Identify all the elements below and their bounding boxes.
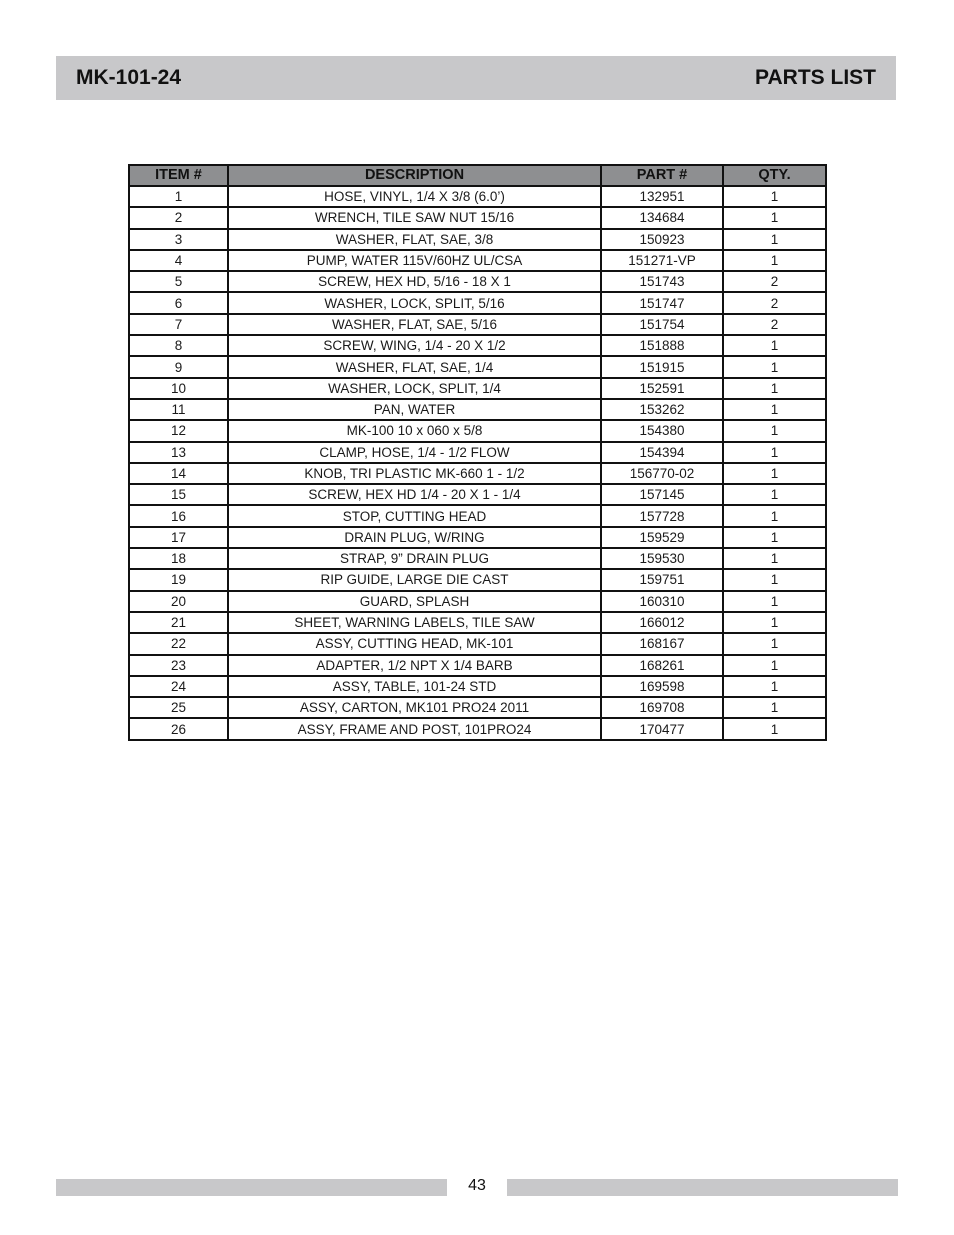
- table-row: [129, 314, 826, 335]
- qty-cell: 1: [723, 335, 826, 356]
- item-number-cell: 13: [129, 442, 228, 463]
- part-number-cell: 150923: [601, 229, 723, 250]
- qty-cell: 1: [723, 442, 826, 463]
- page-number: 43: [468, 1177, 486, 1194]
- qty-cell: 1: [723, 697, 826, 718]
- description-cell: CLAMP, HOSE, 1/4 - 1/2 FLOW: [228, 442, 601, 463]
- item-number-cell: 16: [129, 505, 228, 526]
- part-number-cell: 166012: [601, 612, 723, 633]
- description-cell: STRAP, 9” DRAIN PLUG: [228, 548, 601, 569]
- item-number-cell: 19: [129, 569, 228, 590]
- table-row: [129, 271, 826, 292]
- description-cell: ASSY, CUTTING HEAD, MK-101: [228, 633, 601, 654]
- table-row: [129, 356, 826, 377]
- table-row: [129, 569, 826, 590]
- description-cell: WASHER, FLAT, SAE, 5/16: [228, 314, 601, 335]
- table-row: [129, 676, 826, 697]
- description-cell: WASHER, LOCK, SPLIT, 5/16: [228, 292, 601, 313]
- part-number-cell: 169708: [601, 697, 723, 718]
- item-number-cell: 10: [129, 378, 228, 399]
- item-number-cell: 15: [129, 484, 228, 505]
- qty-cell: 1: [723, 399, 826, 420]
- item-number-cell: 4: [129, 250, 228, 271]
- item-number-cell: 12: [129, 420, 228, 441]
- description-cell: WASHER, FLAT, SAE, 1/4: [228, 356, 601, 377]
- item-number-cell: 9: [129, 356, 228, 377]
- table-row: [129, 527, 826, 548]
- parts-table: [128, 164, 827, 741]
- table-row: [129, 207, 826, 228]
- table-row: [129, 442, 826, 463]
- description-cell: ASSY, TABLE, 101-24 STD: [228, 676, 601, 697]
- qty-cell: 1: [723, 378, 826, 399]
- part-number-cell: 168167: [601, 633, 723, 654]
- description-cell: ASSY, FRAME AND POST, 101PRO24: [228, 718, 601, 739]
- item-number-cell: 3: [129, 229, 228, 250]
- part-number-cell: 170477: [601, 718, 723, 739]
- qty-cell: 1: [723, 229, 826, 250]
- part-number-cell: 151888: [601, 335, 723, 356]
- description-cell: RIP GUIDE, LARGE DIE CAST: [228, 569, 601, 590]
- part-number-cell: 151743: [601, 271, 723, 292]
- part-number-cell: 159529: [601, 527, 723, 548]
- column-header-item: ITEM #: [129, 165, 228, 186]
- qty-cell: 1: [723, 548, 826, 569]
- part-number-cell: 152591: [601, 378, 723, 399]
- item-number-cell: 11: [129, 399, 228, 420]
- part-number-cell: 151747: [601, 292, 723, 313]
- table-row: [129, 378, 826, 399]
- description-cell: PAN, WATER: [228, 399, 601, 420]
- qty-cell: 1: [723, 505, 826, 526]
- item-number-cell: 24: [129, 676, 228, 697]
- part-number-cell: 157145: [601, 484, 723, 505]
- description-cell: MK-100 10 x 060 x 5/8: [228, 420, 601, 441]
- item-number-cell: 18: [129, 548, 228, 569]
- table-row: [129, 292, 826, 313]
- description-cell: GUARD, SPLASH: [228, 591, 601, 612]
- part-number-cell: 154380: [601, 420, 723, 441]
- qty-cell: 1: [723, 484, 826, 505]
- description-cell: WASHER, LOCK, SPLIT, 1/4: [228, 378, 601, 399]
- qty-cell: 2: [723, 292, 826, 313]
- part-number-cell: 169598: [601, 676, 723, 697]
- description-cell: HOSE, VINYL, 1/4 X 3/8 (6.0’): [228, 186, 601, 207]
- part-number-cell: 156770-02: [601, 463, 723, 484]
- footer-bar-left: [56, 1179, 447, 1196]
- table-row: [129, 548, 826, 569]
- qty-cell: 1: [723, 676, 826, 697]
- part-number-cell: 132951: [601, 186, 723, 207]
- column-header-part: PART #: [601, 165, 723, 186]
- table-row: [129, 655, 826, 676]
- description-cell: ADAPTER, 1/2 NPT X 1/4 BARB: [228, 655, 601, 676]
- item-number-cell: 14: [129, 463, 228, 484]
- description-cell: KNOB, TRI PLASTIC MK-660 1 - 1/2: [228, 463, 601, 484]
- qty-cell: 2: [723, 271, 826, 292]
- table-row: [129, 612, 826, 633]
- qty-cell: 1: [723, 633, 826, 654]
- item-number-cell: 25: [129, 697, 228, 718]
- part-number-cell: 159751: [601, 569, 723, 590]
- column-header-description: DESCRIPTION: [228, 165, 601, 186]
- item-number-cell: 1: [129, 186, 228, 207]
- part-number-cell: 160310: [601, 591, 723, 612]
- description-cell: SCREW, HEX HD 1/4 - 20 X 1 - 1/4: [228, 484, 601, 505]
- table-row: [129, 335, 826, 356]
- table-row: [129, 484, 826, 505]
- part-number-cell: 151754: [601, 314, 723, 335]
- part-number-cell: 151271-VP: [601, 250, 723, 271]
- table-row: [129, 591, 826, 612]
- part-number-cell: 153262: [601, 399, 723, 420]
- item-number-cell: 7: [129, 314, 228, 335]
- item-number-cell: 17: [129, 527, 228, 548]
- description-cell: WRENCH, TILE SAW NUT 15/16: [228, 207, 601, 228]
- item-number-cell: 5: [129, 271, 228, 292]
- header-bar: [56, 56, 896, 100]
- qty-cell: 1: [723, 569, 826, 590]
- qty-cell: 1: [723, 527, 826, 548]
- item-number-cell: 26: [129, 718, 228, 739]
- table-row: [129, 250, 826, 271]
- qty-cell: 1: [723, 420, 826, 441]
- description-cell: WASHER, FLAT, SAE, 3/8: [228, 229, 601, 250]
- qty-cell: 1: [723, 591, 826, 612]
- part-number-cell: 157728: [601, 505, 723, 526]
- column-header-qty: QTY.: [723, 165, 826, 186]
- item-number-cell: 20: [129, 591, 228, 612]
- part-number-cell: 159530: [601, 548, 723, 569]
- description-cell: PUMP, WATER 115V/60HZ UL/CSA: [228, 250, 601, 271]
- qty-cell: 1: [723, 207, 826, 228]
- table-row: [129, 399, 826, 420]
- item-number-cell: 21: [129, 612, 228, 633]
- parts-table-body: [129, 186, 826, 740]
- qty-cell: 1: [723, 612, 826, 633]
- model-number: MK-101-24: [76, 66, 182, 89]
- page-title: PARTS LIST: [755, 66, 876, 89]
- item-number-cell: 23: [129, 655, 228, 676]
- qty-cell: 1: [723, 356, 826, 377]
- item-number-cell: 8: [129, 335, 228, 356]
- item-number-cell: 6: [129, 292, 228, 313]
- part-number-cell: 168261: [601, 655, 723, 676]
- item-number-cell: 2: [129, 207, 228, 228]
- qty-cell: 1: [723, 186, 826, 207]
- table-row: [129, 229, 826, 250]
- table-row: [129, 505, 826, 526]
- part-number-cell: 151915: [601, 356, 723, 377]
- part-number-cell: 134684: [601, 207, 723, 228]
- table-row: [129, 633, 826, 654]
- description-cell: SCREW, HEX HD, 5/16 - 18 X 1: [228, 271, 601, 292]
- table-row: [129, 463, 826, 484]
- qty-cell: 1: [723, 655, 826, 676]
- table-row: [129, 420, 826, 441]
- qty-cell: 1: [723, 718, 826, 739]
- description-cell: DRAIN PLUG, W/RING: [228, 527, 601, 548]
- description-cell: SHEET, WARNING LABELS, TILE SAW: [228, 612, 601, 633]
- footer-bar-right: [507, 1179, 898, 1196]
- qty-cell: 2: [723, 314, 826, 335]
- table-row: [129, 718, 826, 739]
- qty-cell: 1: [723, 463, 826, 484]
- description-cell: ASSY, CARTON, MK101 PRO24 2011: [228, 697, 601, 718]
- description-cell: SCREW, WING, 1/4 - 20 X 1/2: [228, 335, 601, 356]
- table-header-row: [129, 165, 826, 186]
- item-number-cell: 22: [129, 633, 228, 654]
- qty-cell: 1: [723, 250, 826, 271]
- table-row: [129, 697, 826, 718]
- description-cell: STOP, CUTTING HEAD: [228, 505, 601, 526]
- table-row: [129, 186, 826, 207]
- part-number-cell: 154394: [601, 442, 723, 463]
